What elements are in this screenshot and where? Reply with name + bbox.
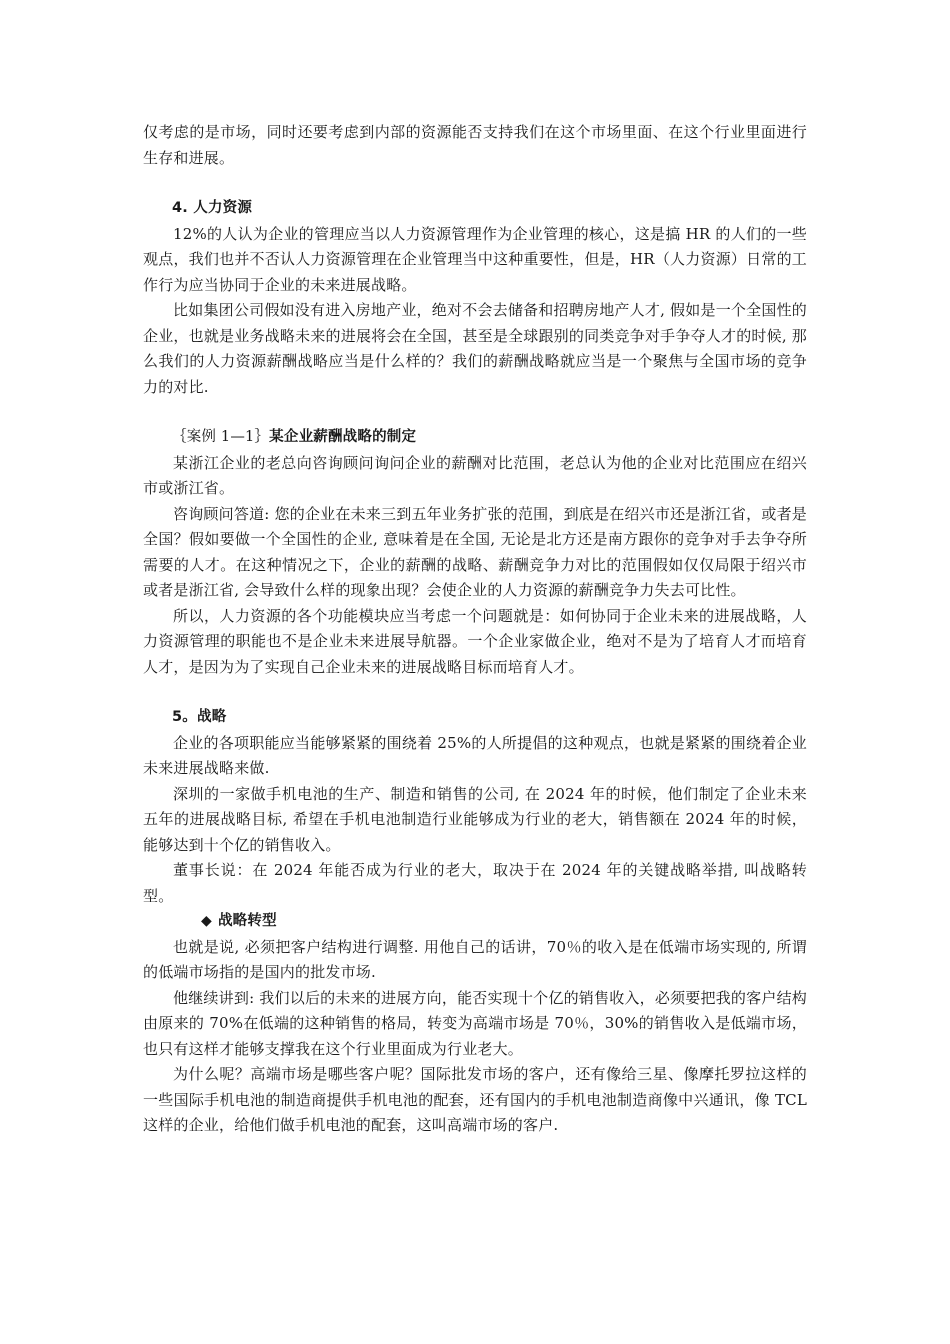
section-5-paragraph-2: 深圳的一家做手机电池的生产、制造和销售的公司, 在 2024 年的时候，他们制定了企业未来五年的进展战略目标, 希望在手机电池制造行业能够成为行业的老大，销售额在 2024 年的时候，能够达到十个亿的销售收入。 [143,784,807,854]
section-5-paragraph-6: 为什么呢？高端市场是哪些客户呢？国际批发市场的客户，还有像给三星、像摩托罗拉这样的一些国际手机电池的制造商提供手机电池的配套，还有国内的手机电池制造商像中兴通讯，像 TCL 这样的企业，给他们做手机电池的配套，这叫高端市场的客户. [143,1065,807,1134]
case-paragraph-1: 某浙江企业的老总向咨询顾问询问企业的薪酬对比范围，老总认为他的企业对比范围应在绍兴市或浙江省。 [143,453,807,497]
spacer [143,400,807,425]
section-5-paragraph-1: 企业的各项职能应当能够紧紧的围绕着 25%的人所提倡的这种观点，也就是紧紧的围绕着企业未来进展战略来做. [143,733,807,777]
diamond-bullet-icon: ◆ [201,913,212,929]
case-heading [143,425,807,451]
section-4-paragraph-1: 12%的人认为企业的管理应当以人力资源管理作为企业管理的核心，这是搞 HR 的人们的一些观点，我们也并不否认人力资源管理在企业管理当中这种重要性，但是，HR（人力资源）日常的工作行为应当协同于企业的未来进展战略。 [143,224,807,294]
section-4-heading: 4. 人力资源 [172,200,253,216]
spacer [143,171,807,196]
case-number: ｛案例 1—1｝ [172,429,270,445]
strategy-transformation-bullet [143,909,807,935]
section-5-paragraph-3: 董事长说：在 2024 年能否成为行业的老大，取决于在 2024 年的关键战略举措, 叫战略转型。 [143,861,807,905]
bullet-label: 战略转型 [217,913,277,929]
section-4-paragraph-2: 比如集团公司假如没有进入房地产业，绝对不会去储备和招聘房地产人才, 假如是一个全国性的企业，也就是业务战略未来的进展将会在全国，甚至是全球跟别的同类竞争对手争夺人才的时候, 那么我们的人力资源薪酬战略应当是什么样的？我们的薪酬战略就应当是一个聚焦与全国市场的竞争力的对比. [143,301,807,396]
section-5-paragraph-4: 也就是说, 必须把客户结构进行调整. 用他自己的话讲，70％的收入是在低端市场实现的, 所谓的低端市场指的是国内的批发市场. [143,937,807,981]
case-paragraph-3: 所以，人力资源的各个功能模块应当考虑一个问题就是：如何协同于企业未来的进展战略，人力资源管理的职能也不是企业未来进展导航器。一个企业家做企业，绝对不是为了培育人才而培育人才，是因为为了实现自己企业未来的进展战略目标而培育人才。 [143,606,807,676]
section-5-heading: 5。战略 [172,709,227,725]
document-page [143,120,807,1139]
section-5-paragraph-5: 他继续讲到: 我们以后的未来的进展方向，能否实现十个亿的销售收入，必须要把我的客户结构由原来的 70%在低端的这种销售的格局，转变为高端市场是 70％，30%的销售收入是低端市场，也只有这样才能够支撑我在这个行业里面成为行业老大。 [143,988,807,1058]
case-paragraph-2: 咨询顾问答道: 您的企业在未来三到五年业务扩张的范围，到底是在绍兴市还是浙江省，或者是全国？假如要做一个全国性的企业, 意味着是在全国, 无论是北方还是南方跟你的竞争对手去争夺所需要的人才。在这种情况之下，企业的薪酬的战略、薪酬竞争力对比的范围假如仅仅局限于绍兴市或者是浙江省, 会导致什么样的现象出现？会使企业的人力资源的薪酬竞争力失去可比性。 [143,504,807,599]
case-title: 某企业薪酬战略的制定 [269,429,417,445]
intro-paragraph: 仅考虑的是市场，同时还要考虑到内部的资源能否支持我们在这个市场里面、在这个行业里面进行生存和进展。 [143,123,807,167]
spacer [143,680,807,705]
